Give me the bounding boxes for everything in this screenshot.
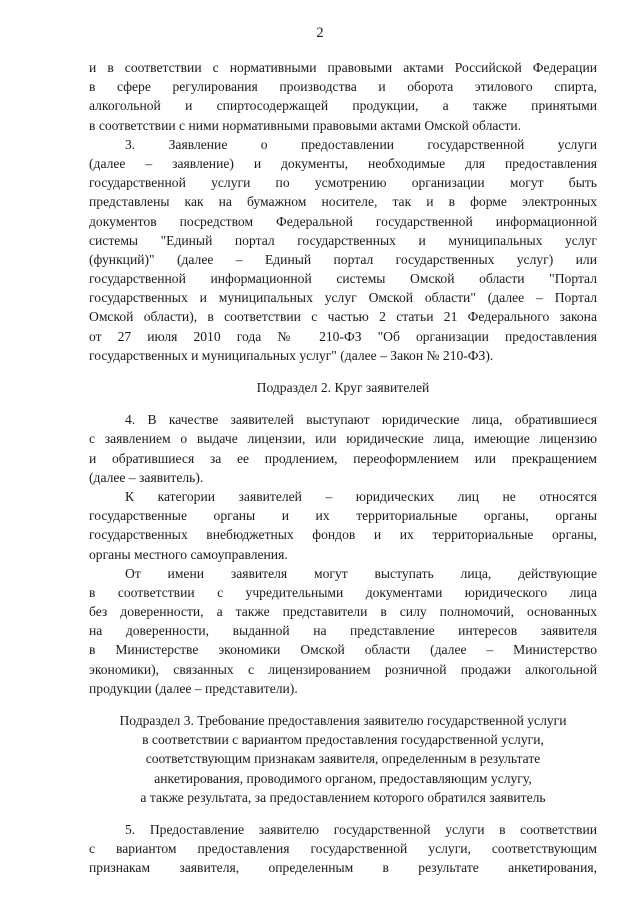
paragraph-4-applicants bbox=[89, 410, 597, 487]
paragraph-continuation bbox=[89, 58, 597, 135]
text-line: государственных и муниципальных услуг Омской области" (далее – Портал bbox=[89, 290, 597, 306]
document-body bbox=[89, 58, 597, 878]
text-line: системы "Единый портал государственных и муниципальных услуг bbox=[89, 232, 597, 248]
text-line: алкогольной и спиртосодержащей продукции, а также принятыми bbox=[89, 98, 597, 114]
text-line: Омской области), в соответствии с частью 2 статьи 21 Федерального закона bbox=[89, 309, 597, 325]
heading-line: анкетирования, проводимого органом, предоставляющим услугу, bbox=[154, 770, 532, 786]
text-line: представлены как на бумажном носителе, так и в форме электронных bbox=[89, 194, 597, 210]
subsection-2-heading bbox=[89, 378, 597, 397]
text-line: документов посредством Федеральной государственной информационной bbox=[89, 213, 597, 229]
text-line: без доверенности, а также представители в силу полномочий, основанных bbox=[89, 604, 597, 620]
subsection-3-heading bbox=[89, 711, 597, 807]
text-line: государственные органы и их территориальные органы, органы bbox=[89, 508, 597, 524]
text-line: от 27 июля 2010 года № 210-ФЗ "Об организации предоставления bbox=[89, 328, 597, 344]
text-line: с вариантом предоставления государственной услуги, соответствующим bbox=[89, 841, 597, 857]
text-line: государственной информационной системы Омской области "Портал bbox=[89, 271, 597, 287]
text-line: государственных внебюджетных фондов и их территориальные органы, bbox=[89, 527, 597, 543]
text-line: признакам заявителя, определенным в результате анкетирования, bbox=[89, 860, 597, 876]
text-line: государственной услуги по усмотрению организации могут быть bbox=[89, 175, 597, 191]
text-line: От имени заявителя могут выступать лица, действующие bbox=[125, 565, 597, 581]
text-line: государственных и муниципальных услуг" (далее – Закон № 210-ФЗ). bbox=[89, 347, 494, 363]
heading-line: соответствующим признакам заявителя, определенным в результате bbox=[145, 751, 541, 767]
text-line: в сфере регулирования производства и оборота этилового спирта, bbox=[89, 79, 597, 95]
text-line: и обратившиеся за ее продлением, переоформлением или прекращением bbox=[89, 450, 597, 466]
text-line: (функций)" (далее – Единый портал государственных услуг) или bbox=[89, 251, 597, 267]
heading-line: Подраздел 2. Круг заявителей bbox=[256, 380, 430, 395]
text-line: в соответствии с учредительными документами юридического лица bbox=[89, 584, 597, 600]
paragraph-representatives bbox=[89, 564, 597, 698]
text-line: в Министерстве экономики Омской области (далее – Министерство bbox=[89, 642, 597, 658]
heading-line: в соответствии с вариантом предоставления государственной услуги, bbox=[142, 732, 544, 748]
paragraph-excluded-applicants bbox=[89, 487, 597, 564]
heading-line: Подраздел 3. Требование предоставления заявителю государственной услуги bbox=[119, 713, 567, 728]
paragraph-3-application-submission bbox=[89, 135, 597, 365]
text-line: 5. Предоставление заявителю государственной услуги в соответствии bbox=[125, 821, 597, 837]
text-line: органы местного самоуправления. bbox=[89, 546, 288, 562]
text-line: 4. В качестве заявителей выступают юридические лица, обратившиеся bbox=[125, 412, 597, 428]
text-line: экономики), связанных с лицензированием розничной продажи алкогольной bbox=[89, 661, 597, 677]
text-line: и в соответствии с нормативными правовыми актами Российской Федерации bbox=[89, 60, 597, 75]
text-line: на доверенности, выданной на представление интересов заявителя bbox=[89, 623, 597, 639]
text-line: с заявлением о выдаче лицензии, или юридические лица, имеющие лицензию bbox=[89, 431, 597, 447]
heading-line: а также результата, за предоставлением которого обратился заявитель bbox=[140, 789, 546, 805]
text-line: продукции (далее – представители). bbox=[89, 680, 298, 696]
text-line: (далее – заявление) и документы, необходимые для предоставления bbox=[89, 155, 597, 171]
text-line: (далее – заявитель). bbox=[89, 469, 204, 485]
text-line: в соответствии с ними нормативными правовыми актами Омской области. bbox=[89, 117, 522, 133]
paragraph-5-service-variant bbox=[89, 820, 597, 878]
text-line: К категории заявителей – юридических лиц не относятся bbox=[125, 488, 597, 504]
page-number: 2 bbox=[316, 25, 324, 41]
text-line: 3. Заявление о предоставлении государственной услуги bbox=[125, 136, 597, 152]
